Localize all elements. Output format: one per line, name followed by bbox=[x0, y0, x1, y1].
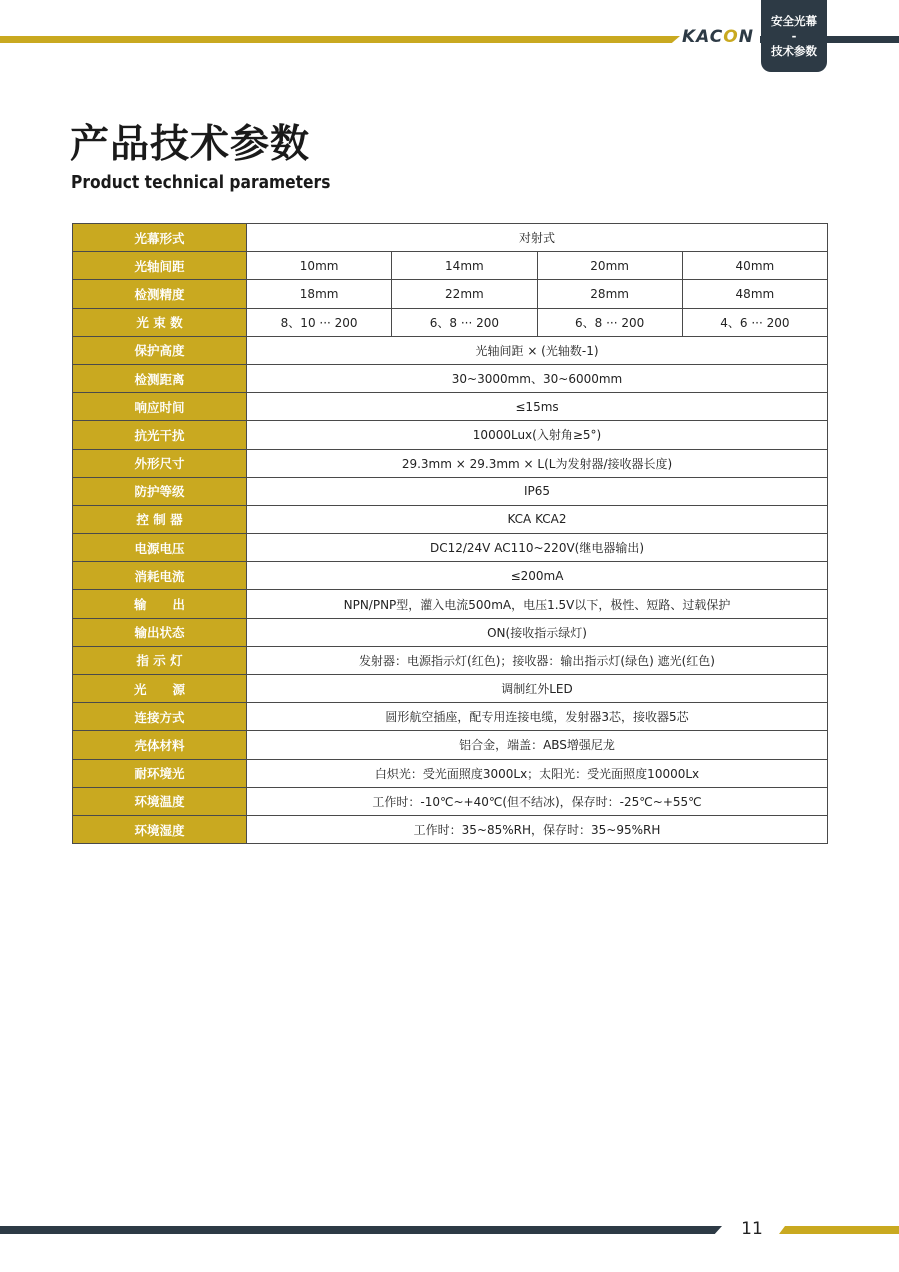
row-label: 响应时间 bbox=[73, 393, 247, 421]
row-label: 输出状态 bbox=[73, 618, 247, 646]
row-label: 连接方式 bbox=[73, 703, 247, 731]
page-title-en: Product technical parameters bbox=[71, 172, 331, 193]
row-value: 10000Lux(入射角≥5°) bbox=[247, 421, 828, 449]
row-value: 发射器：电源指示灯(红色)；接收器：输出指示灯(绿色) 遮光(红色) bbox=[247, 646, 828, 674]
row-label: 光 束 数 bbox=[73, 308, 247, 336]
table-row bbox=[73, 646, 828, 674]
row-label: 电源电压 bbox=[73, 534, 247, 562]
row-value-cell: 8、10 ··· 200 bbox=[247, 308, 392, 336]
row-value: 29.3mm × 29.3mm × L(L为发射器/接收器长度) bbox=[247, 449, 828, 477]
section-tab bbox=[761, 0, 827, 72]
table-row bbox=[73, 393, 828, 421]
table-row bbox=[73, 308, 828, 336]
table-row bbox=[73, 477, 828, 505]
section-tab-line3: 技术参数 bbox=[771, 43, 817, 58]
row-label: 指 示 灯 bbox=[73, 646, 247, 674]
row-value: IP65 bbox=[247, 477, 828, 505]
row-value-cell: 6、8 ··· 200 bbox=[537, 308, 682, 336]
row-label: 光幕形式 bbox=[73, 224, 247, 252]
row-value: 白炽光：受光面照度3000Lx；太阳光：受光面照度10000Lx bbox=[247, 759, 828, 787]
row-value-cell: 28mm bbox=[537, 280, 682, 308]
row-label: 输 出 bbox=[73, 590, 247, 618]
table-row bbox=[73, 787, 828, 815]
header-gold-bar bbox=[0, 36, 680, 43]
row-value: NPN/PNP型，灌入电流500mA，电压1.5V以下，极性、短路、过载保护 bbox=[247, 590, 828, 618]
row-label: 检测精度 bbox=[73, 280, 247, 308]
row-label: 抗光干扰 bbox=[73, 421, 247, 449]
row-value: 工作时：-10℃~+40℃(但不结冰)，保存时：-25℃~+55℃ bbox=[247, 787, 828, 815]
row-label: 检测距离 bbox=[73, 364, 247, 392]
table-row bbox=[73, 421, 828, 449]
row-value-cell: 22mm bbox=[392, 280, 537, 308]
row-value-cell: 40mm bbox=[682, 252, 827, 280]
table-row bbox=[73, 336, 828, 364]
row-label: 光轴间距 bbox=[73, 252, 247, 280]
row-value-cell: 14mm bbox=[392, 252, 537, 280]
table-row bbox=[73, 364, 828, 392]
footer-gold-bar bbox=[779, 1226, 899, 1234]
row-value-cell: 10mm bbox=[247, 252, 392, 280]
table-row bbox=[73, 590, 828, 618]
spec-table bbox=[72, 223, 828, 844]
row-value-cell: 4、6 ··· 200 bbox=[682, 308, 827, 336]
row-value: 工作时：35~85%RH，保存时：35~95%RH bbox=[247, 815, 828, 843]
table-row bbox=[73, 534, 828, 562]
section-tab-line1: 安全光幕 bbox=[771, 13, 817, 28]
section-tab-line2: - bbox=[791, 28, 797, 43]
page-number: 11 bbox=[741, 1219, 763, 1239]
row-label: 外形尺寸 bbox=[73, 449, 247, 477]
table-row bbox=[73, 618, 828, 646]
table-row bbox=[73, 731, 828, 759]
row-label: 防护等级 bbox=[73, 477, 247, 505]
table-row bbox=[73, 449, 828, 477]
row-value-cell: 18mm bbox=[247, 280, 392, 308]
table-row bbox=[73, 562, 828, 590]
table-row bbox=[73, 252, 828, 280]
row-label: 消耗电流 bbox=[73, 562, 247, 590]
row-value: 圆形航空插座，配专用连接电缆，发射器3芯，接收器5芯 bbox=[247, 703, 828, 731]
row-value-cell: 6、8 ··· 200 bbox=[392, 308, 537, 336]
row-value: DC12/24V AC110~220V(继电器输出) bbox=[247, 534, 828, 562]
table-row bbox=[73, 815, 828, 843]
row-value: ≤200mA bbox=[247, 562, 828, 590]
row-value: ≤15ms bbox=[247, 393, 828, 421]
table-row bbox=[73, 505, 828, 533]
table-row bbox=[73, 675, 828, 703]
row-label: 环境温度 bbox=[73, 787, 247, 815]
table-row bbox=[73, 703, 828, 731]
row-value: 光轴间距 × (光轴数-1) bbox=[247, 336, 828, 364]
table-row bbox=[73, 759, 828, 787]
row-value: 调制红外LED bbox=[247, 675, 828, 703]
row-value: KCA KCA2 bbox=[247, 505, 828, 533]
row-value-cell: 20mm bbox=[537, 252, 682, 280]
row-label: 耐环境光 bbox=[73, 759, 247, 787]
kacon-logo: KACON bbox=[682, 27, 754, 47]
row-label: 控 制 器 bbox=[73, 505, 247, 533]
row-value: 铝合金，端盖：ABS增强尼龙 bbox=[247, 731, 828, 759]
row-value: ON(接收指示绿灯) bbox=[247, 618, 828, 646]
row-value: 30~3000mm、30~6000mm bbox=[247, 364, 828, 392]
row-label: 环境湿度 bbox=[73, 815, 247, 843]
footer-dark-bar bbox=[0, 1226, 722, 1234]
row-label: 保护高度 bbox=[73, 336, 247, 364]
table-row bbox=[73, 224, 828, 252]
page-title-cn: 产品技术参数 bbox=[70, 122, 311, 167]
row-value-cell: 48mm bbox=[682, 280, 827, 308]
row-label: 光 源 bbox=[73, 675, 247, 703]
row-label: 壳体材料 bbox=[73, 731, 247, 759]
table-row bbox=[73, 280, 828, 308]
row-value: 对射式 bbox=[247, 224, 828, 252]
